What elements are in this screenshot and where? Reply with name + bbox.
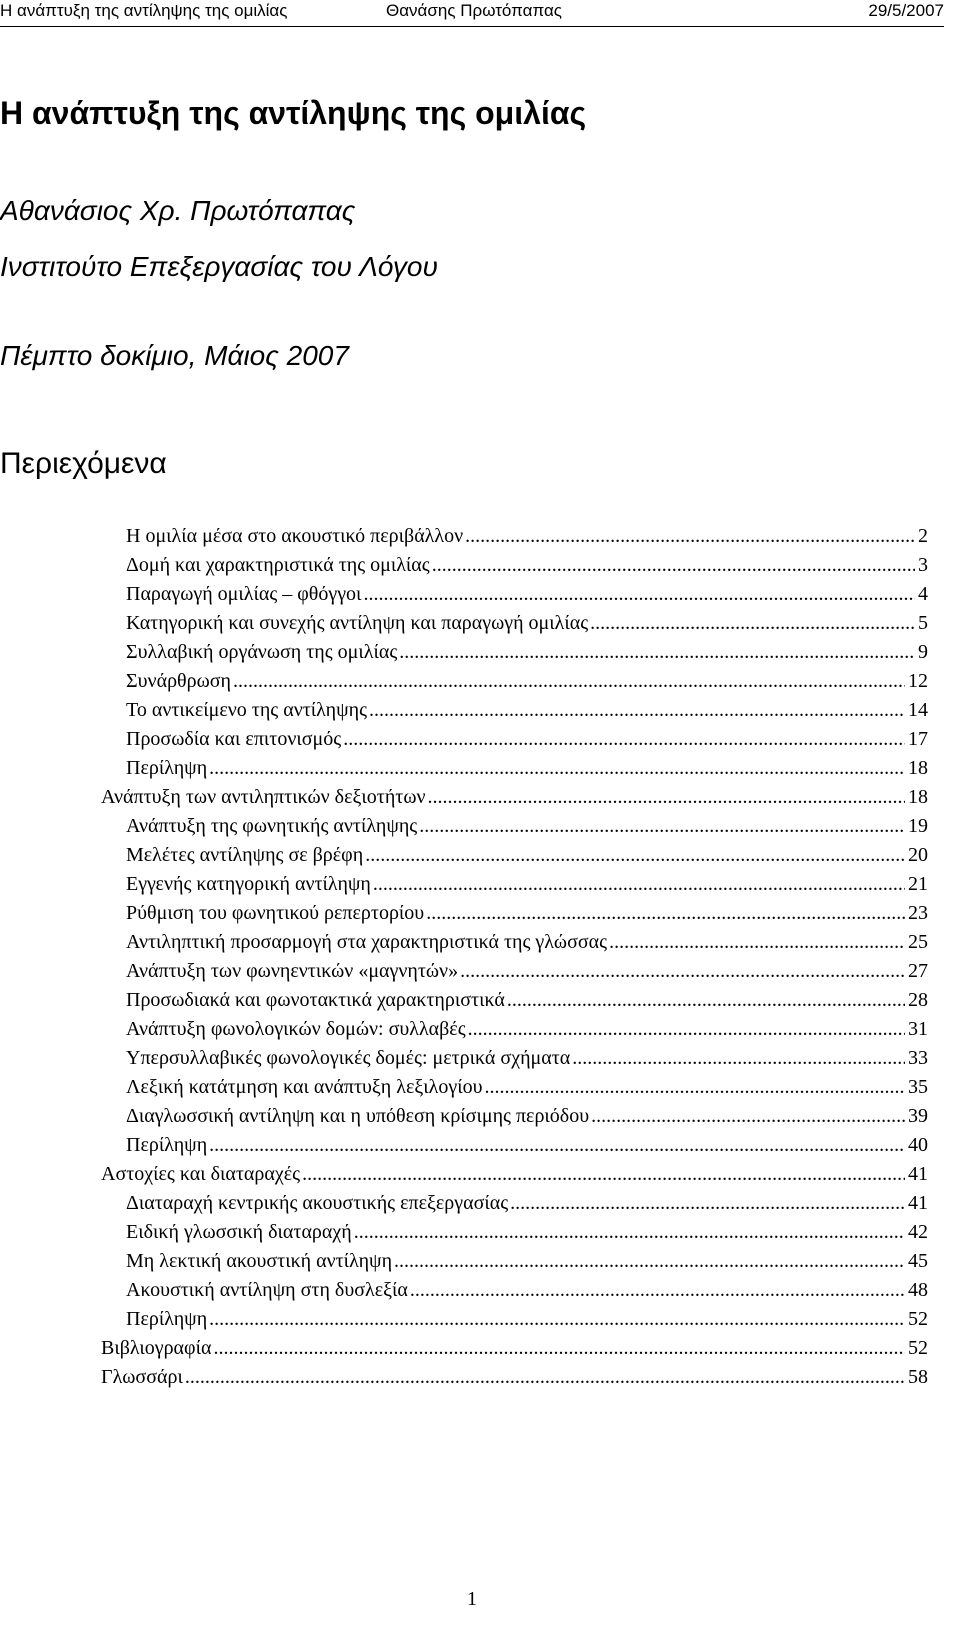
dot-leader bbox=[410, 1276, 905, 1305]
dot-leader bbox=[465, 522, 915, 551]
toc-entry-page: 52 bbox=[908, 1337, 928, 1359]
toc-entry[interactable] bbox=[0, 1218, 960, 1247]
toc-entry-page: 31 bbox=[908, 1018, 928, 1040]
toc-entry[interactable] bbox=[0, 522, 960, 551]
toc-entry-title: Μελέτες αντίληψης σε βρέφη bbox=[126, 844, 364, 866]
toc-entry[interactable] bbox=[0, 841, 960, 870]
toc-entry-page: 14 bbox=[908, 699, 928, 721]
dot-leader bbox=[507, 986, 905, 1015]
toc-entry-title: Ανάπτυξη των φωνηεντικών «μαγνητών» bbox=[126, 960, 459, 982]
toc-entry-title: Ρύθμιση του φωνητικού ρεπερτορίου bbox=[126, 902, 425, 924]
toc-entry-title: Αντιληπτική προσαρμογή στα χαρακτηριστικά της γλώσσας bbox=[126, 931, 608, 953]
toc-entry-page: 20 bbox=[908, 844, 928, 866]
toc-entry-title: Ακουστική αντίληψη στη δυσλεξία bbox=[126, 1279, 408, 1301]
toc-entry[interactable] bbox=[0, 812, 960, 841]
toc-entry[interactable] bbox=[0, 899, 960, 928]
document-title: Η ανάπτυξη της αντίληψης της ομιλίας bbox=[0, 95, 587, 131]
toc-entry-page: 28 bbox=[908, 989, 928, 1011]
toc-entry-title: Παραγωγή ομιλίας – φθόγγοι bbox=[126, 583, 362, 605]
toc-entry-page: 33 bbox=[908, 1047, 928, 1069]
toc-entry[interactable] bbox=[0, 580, 960, 609]
dot-leader bbox=[369, 696, 905, 725]
toc-entry-page: 58 bbox=[908, 1366, 928, 1388]
dot-leader bbox=[365, 841, 905, 870]
dot-leader bbox=[209, 1131, 905, 1160]
toc-entry-page: 25 bbox=[908, 931, 928, 953]
dot-leader bbox=[460, 957, 905, 986]
toc-entry-page: 42 bbox=[908, 1221, 928, 1243]
toc-entry-title: Διαταραχή κεντρικής ακουστικής επεξεργασίας bbox=[126, 1192, 509, 1214]
running-header bbox=[0, 0, 944, 27]
toc-entry-title: Συλλαβική οργάνωση της ομιλίας bbox=[126, 641, 398, 663]
toc-entry[interactable] bbox=[0, 1044, 960, 1073]
toc-entry-title: Μη λεκτική ακουστική αντίληψη bbox=[126, 1250, 393, 1272]
toc-entry-title: Το αντικείμενο της αντίληψης bbox=[126, 699, 368, 721]
toc-entry[interactable] bbox=[0, 1247, 960, 1276]
toc-entry[interactable] bbox=[0, 1276, 960, 1305]
toc-entry[interactable] bbox=[0, 638, 960, 667]
dot-leader bbox=[373, 870, 905, 899]
table-of-contents bbox=[0, 522, 960, 1392]
toc-entry-title: Ανάπτυξη φωνολογικών δομών: συλλαβές bbox=[126, 1018, 466, 1040]
toc-entry-title: Ανάπτυξη των αντιληπτικών δεξιοτήτων bbox=[101, 786, 426, 808]
toc-entry-page: 21 bbox=[908, 873, 928, 895]
dot-leader bbox=[209, 1305, 905, 1334]
toc-entry-title: Λεξική κατάτμηση και ανάπτυξη λεξιλογίου bbox=[126, 1076, 483, 1098]
toc-entry[interactable] bbox=[0, 1160, 960, 1189]
toc-entry-title: Δομή και χαρακτηριστικά της ομιλίας bbox=[126, 554, 430, 576]
dot-leader bbox=[432, 551, 915, 580]
toc-entry-page: 48 bbox=[908, 1279, 928, 1301]
toc-entry-page: 41 bbox=[908, 1163, 928, 1185]
toc-entry[interactable] bbox=[0, 1015, 960, 1044]
dot-leader bbox=[233, 667, 905, 696]
institute-name: Ινστιτούτο Επεξεργασίας του Λόγου bbox=[0, 251, 438, 282]
toc-entry-page: 17 bbox=[908, 728, 928, 750]
dot-leader bbox=[484, 1073, 905, 1102]
dot-leader bbox=[399, 638, 915, 667]
dot-leader bbox=[572, 1044, 905, 1073]
toc-entry-title: Συνάρθρωση bbox=[126, 670, 232, 692]
toc-entry[interactable] bbox=[0, 609, 960, 638]
toc-entry-page: 27 bbox=[908, 960, 928, 982]
header-date: 29/5/2007 bbox=[868, 1, 944, 20]
toc-entry-page: 39 bbox=[908, 1105, 928, 1127]
toc-entry-title: Διαγλωσσική αντίληψη και η υπόθεση κρίσιμης περιόδου bbox=[126, 1105, 590, 1127]
toc-entry[interactable] bbox=[0, 870, 960, 899]
toc-entry[interactable] bbox=[0, 1305, 960, 1334]
toc-entry-page: 12 bbox=[908, 670, 928, 692]
toc-entry-title: Ανάπτυξη της φωνητικής αντίληψης bbox=[126, 815, 418, 837]
toc-entry-title: Περίληψη bbox=[126, 1134, 208, 1156]
toc-entry-title: Προσωδία και επιτονισμός bbox=[126, 728, 342, 750]
toc-entry-page: 23 bbox=[908, 902, 928, 924]
toc-entry[interactable] bbox=[0, 1334, 960, 1363]
dot-leader bbox=[609, 928, 905, 957]
toc-entry-page: 45 bbox=[908, 1250, 928, 1272]
toc-entry-title: Βιβλιογραφία bbox=[101, 1337, 212, 1359]
dot-leader bbox=[510, 1189, 905, 1218]
toc-entry[interactable] bbox=[0, 1073, 960, 1102]
toc-entry[interactable] bbox=[0, 551, 960, 580]
toc-entry[interactable] bbox=[0, 754, 960, 783]
dot-leader bbox=[428, 783, 905, 812]
dot-leader bbox=[468, 1015, 905, 1044]
toc-entry[interactable] bbox=[0, 1131, 960, 1160]
toc-entry-title: Ειδική γλωσσική διαταραχή bbox=[126, 1221, 352, 1243]
toc-entry-title: Κατηγορική και συνεχής αντίληψη και παραγωγή ομιλίας bbox=[126, 612, 589, 634]
dot-leader bbox=[209, 754, 905, 783]
toc-entry-page: 18 bbox=[908, 757, 928, 779]
toc-entry[interactable] bbox=[0, 725, 960, 754]
toc-heading: Περιεχόμενα bbox=[0, 447, 167, 480]
dot-leader bbox=[363, 580, 915, 609]
dot-leader bbox=[213, 1334, 905, 1363]
dot-leader bbox=[185, 1363, 905, 1392]
toc-entry[interactable] bbox=[0, 1363, 960, 1392]
dot-leader bbox=[354, 1218, 905, 1247]
toc-entry-page: 35 bbox=[908, 1076, 928, 1098]
toc-entry-title: Περίληψη bbox=[126, 757, 208, 779]
toc-entry-page: 3 bbox=[918, 554, 928, 576]
header-title: Η ανάπτυξη της αντίληψης της ομιλίας bbox=[0, 1, 288, 20]
dot-leader bbox=[343, 725, 905, 754]
toc-entry-title: Γλωσσάρι bbox=[101, 1366, 183, 1388]
toc-entry-title: Υπερσυλλαβικές φωνολογικές δομές: μετρικά σχήματα bbox=[126, 1047, 571, 1069]
toc-entry-page: 40 bbox=[908, 1134, 928, 1156]
toc-entry-page: 18 bbox=[908, 786, 928, 808]
toc-entry-title: Αστοχίες και διαταραχές bbox=[101, 1163, 301, 1185]
toc-entry[interactable] bbox=[0, 986, 960, 1015]
dot-leader bbox=[302, 1160, 905, 1189]
toc-entry[interactable] bbox=[0, 667, 960, 696]
dot-leader bbox=[394, 1247, 905, 1276]
draft-info: Πέμπτο δοκίμιο, Μάιος 2007 bbox=[0, 340, 349, 371]
page-number: 1 bbox=[467, 1588, 477, 1610]
dot-leader bbox=[590, 609, 915, 638]
toc-entry-page: 9 bbox=[918, 641, 928, 663]
toc-entry-title: Εγγενής κατηγορική αντίληψη bbox=[126, 873, 371, 895]
toc-entry-page: 52 bbox=[908, 1308, 928, 1330]
toc-entry-page: 19 bbox=[908, 815, 928, 837]
toc-entry[interactable] bbox=[0, 1102, 960, 1131]
toc-entry-title: Η ομιλία μέσα στο ακουστικό περιβάλλον bbox=[126, 525, 464, 547]
author-name: Αθανάσιος Χρ. Πρωτόπαπας bbox=[0, 195, 356, 226]
toc-entry[interactable] bbox=[0, 1189, 960, 1218]
toc-entry[interactable] bbox=[0, 783, 960, 812]
toc-entry-page: 5 bbox=[918, 612, 928, 634]
toc-entry[interactable] bbox=[0, 928, 960, 957]
toc-entry-page: 4 bbox=[918, 583, 928, 605]
dot-leader bbox=[419, 812, 905, 841]
toc-entry-title: Περίληψη bbox=[126, 1308, 208, 1330]
toc-entry-page: 2 bbox=[918, 525, 928, 547]
dot-leader bbox=[591, 1102, 905, 1131]
toc-entry[interactable] bbox=[0, 696, 960, 725]
dot-leader bbox=[426, 899, 905, 928]
toc-entry-title: Προσωδιακά και φωνοτακτικά χαρακτηριστικά bbox=[126, 989, 505, 1011]
toc-entry-page: 41 bbox=[908, 1192, 928, 1214]
toc-entry[interactable] bbox=[0, 957, 960, 986]
header-author: Θανάσης Πρωτόπαπας bbox=[386, 1, 562, 20]
